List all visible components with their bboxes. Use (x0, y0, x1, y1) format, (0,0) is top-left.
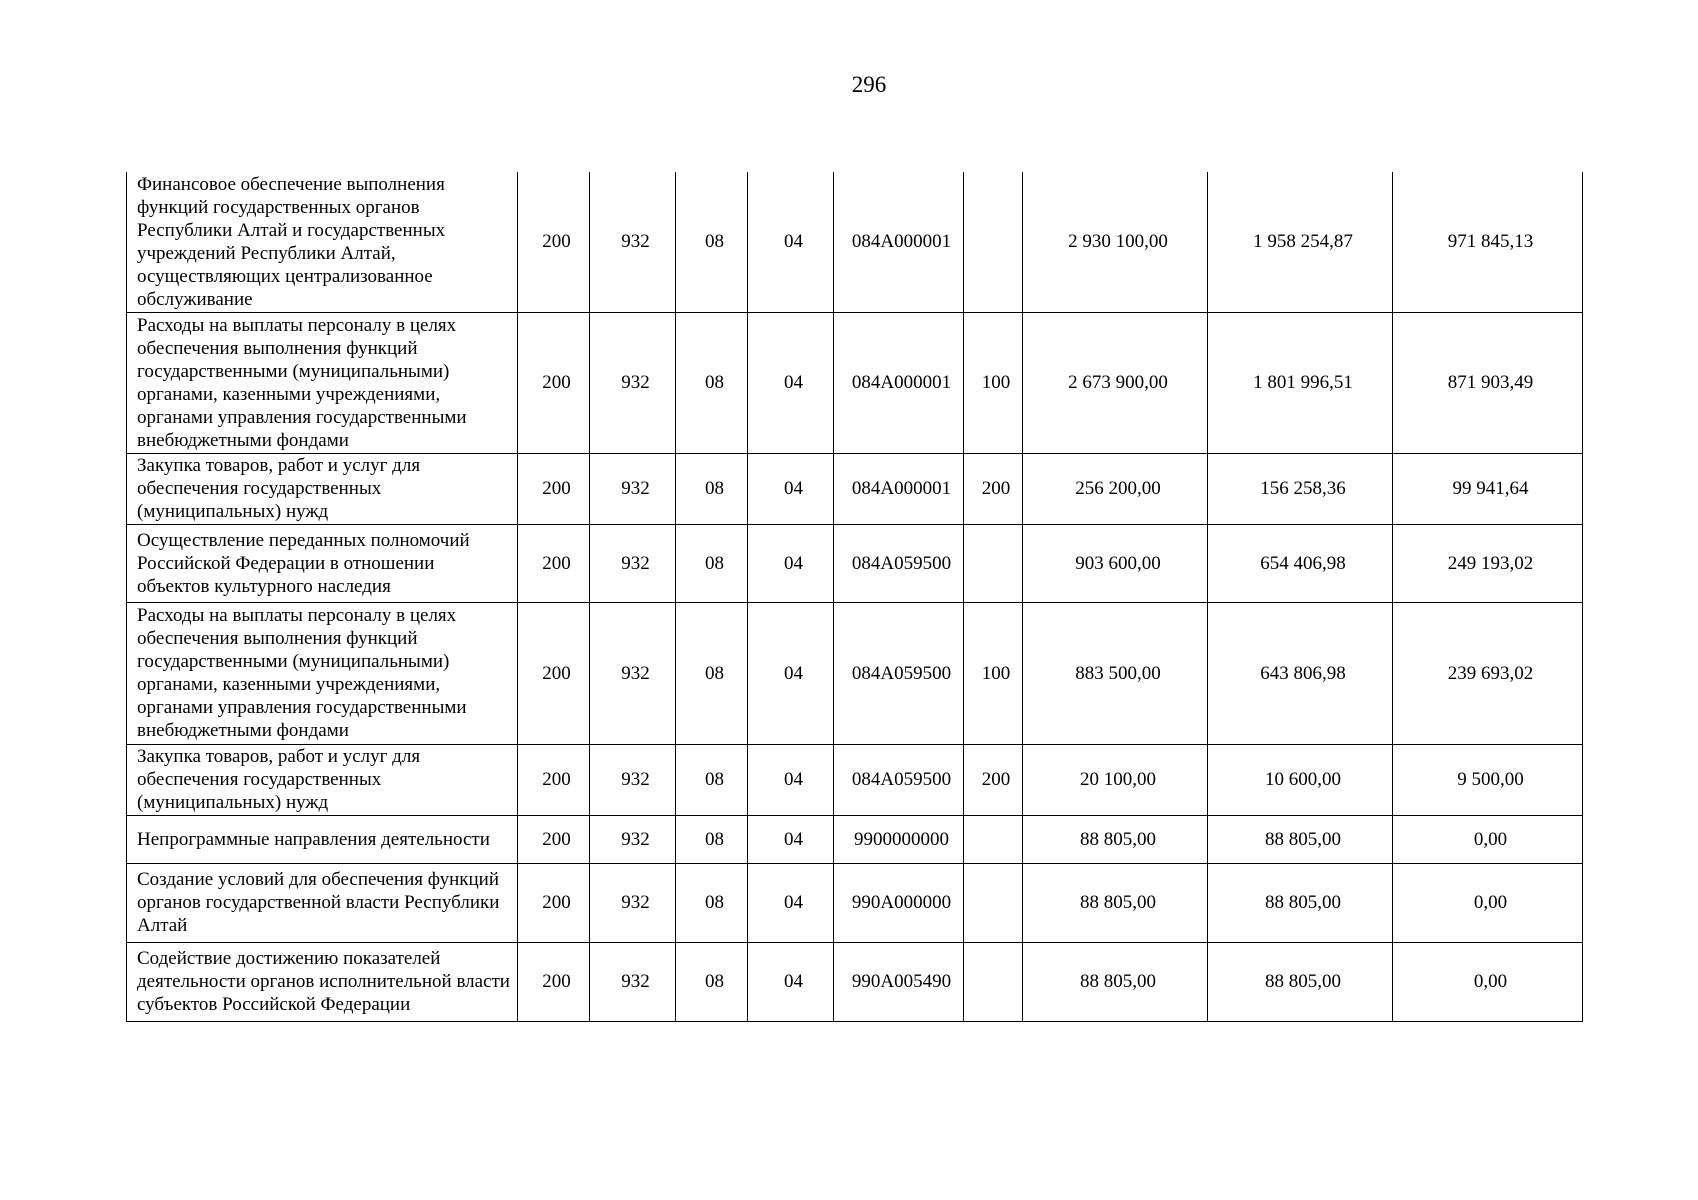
row-name-cell: Закупка товаров, работ и услуг для обеспечения государственных (муниципальных) нужд (127, 453, 518, 524)
row-grbs-code-cell: 932 (590, 524, 676, 602)
row-subsection-code-cell: 04 (748, 312, 834, 453)
table-row (127, 744, 1583, 815)
row-executed-amount-cell: 88 805,00 (1208, 942, 1393, 1021)
row-section-code-cell: 08 (676, 815, 748, 863)
row-planned-amount-cell: 88 805,00 (1023, 863, 1208, 942)
row-executed-amount-cell: 1 801 996,51 (1208, 312, 1393, 453)
row-subsection-code-cell: 04 (748, 863, 834, 942)
row-executed-amount-cell: 643 806,98 (1208, 602, 1393, 744)
row-admin-code-cell: 200 (518, 602, 590, 744)
row-executed-amount-cell: 156 258,36 (1208, 453, 1393, 524)
row-section-code-cell: 08 (676, 172, 748, 312)
table-row (127, 453, 1583, 524)
row-subsection-code-cell: 04 (748, 172, 834, 312)
row-admin-code-cell: 200 (518, 815, 590, 863)
row-expense-type-cell (964, 815, 1023, 863)
row-expense-type-cell: 200 (964, 744, 1023, 815)
row-executed-amount-cell: 654 406,98 (1208, 524, 1393, 602)
row-remaining-amount-cell: 9 500,00 (1393, 744, 1583, 815)
row-planned-amount-cell: 883 500,00 (1023, 602, 1208, 744)
row-name-cell: Осуществление переданных полномочий Российской Федерации в отношении объектов культурного наследия (127, 524, 518, 602)
budget-table (126, 172, 1583, 1022)
row-target-article-cell: 990А005490 (834, 942, 964, 1021)
row-remaining-amount-cell: 99 941,64 (1393, 453, 1583, 524)
row-grbs-code-cell: 932 (590, 863, 676, 942)
row-grbs-code-cell: 932 (590, 172, 676, 312)
row-name-cell: Содействие достижению показателей деятельности органов исполнительной власти субъектов Российской Федерации (127, 942, 518, 1021)
row-section-code-cell: 08 (676, 942, 748, 1021)
row-admin-code-cell: 200 (518, 453, 590, 524)
row-expense-type-cell: 100 (964, 312, 1023, 453)
row-expense-type-cell (964, 942, 1023, 1021)
row-grbs-code-cell: 932 (590, 744, 676, 815)
row-executed-amount-cell: 1 958 254,87 (1208, 172, 1393, 312)
row-subsection-code-cell: 04 (748, 942, 834, 1021)
page-number: 296 (851, 72, 887, 97)
row-expense-type-cell (964, 524, 1023, 602)
table-row (127, 312, 1583, 453)
row-grbs-code-cell: 932 (590, 602, 676, 744)
row-name-cell: Финансовое обеспечение выполнения функций государственных органов Республики Алтай и государственных учреждений Республики Алтай, осуществляющих централизованное обслуживание (127, 172, 518, 312)
row-subsection-code-cell: 04 (748, 453, 834, 524)
table-row (127, 942, 1583, 1021)
row-executed-amount-cell: 88 805,00 (1208, 863, 1393, 942)
row-planned-amount-cell: 903 600,00 (1023, 524, 1208, 602)
row-grbs-code-cell: 932 (590, 453, 676, 524)
table-row (127, 602, 1583, 744)
row-section-code-cell: 08 (676, 602, 748, 744)
row-target-article-cell: 9900000000 (834, 815, 964, 863)
table-row (127, 524, 1583, 602)
row-grbs-code-cell: 932 (590, 815, 676, 863)
row-admin-code-cell: 200 (518, 942, 590, 1021)
row-expense-type-cell (964, 863, 1023, 942)
row-target-article-cell: 084А059500 (834, 744, 964, 815)
row-executed-amount-cell: 10 600,00 (1208, 744, 1393, 815)
row-section-code-cell: 08 (676, 453, 748, 524)
row-target-article-cell: 084А059500 (834, 602, 964, 744)
row-remaining-amount-cell: 971 845,13 (1393, 172, 1583, 312)
row-subsection-code-cell: 04 (748, 815, 834, 863)
row-subsection-code-cell: 04 (748, 602, 834, 744)
row-planned-amount-cell: 2 930 100,00 (1023, 172, 1208, 312)
row-section-code-cell: 08 (676, 312, 748, 453)
row-section-code-cell: 08 (676, 863, 748, 942)
row-subsection-code-cell: 04 (748, 524, 834, 602)
row-planned-amount-cell: 256 200,00 (1023, 453, 1208, 524)
row-section-code-cell: 08 (676, 524, 748, 602)
row-expense-type-cell: 200 (964, 453, 1023, 524)
row-grbs-code-cell: 932 (590, 312, 676, 453)
row-remaining-amount-cell: 239 693,02 (1393, 602, 1583, 744)
row-executed-amount-cell: 88 805,00 (1208, 815, 1393, 863)
row-target-article-cell: 084А000001 (834, 172, 964, 312)
row-name-cell: Закупка товаров, работ и услуг для обеспечения государственных (муниципальных) нужд (127, 744, 518, 815)
row-admin-code-cell: 200 (518, 312, 590, 453)
row-name-cell: Создание условий для обеспечения функций органов государственной власти Республики Алтай (127, 863, 518, 942)
table-body (127, 172, 1583, 1021)
row-expense-type-cell (964, 172, 1023, 312)
table-row (127, 172, 1583, 312)
table-row (127, 863, 1583, 942)
row-planned-amount-cell: 88 805,00 (1023, 942, 1208, 1021)
row-admin-code-cell: 200 (518, 524, 590, 602)
row-name-cell: Расходы на выплаты персоналу в целях обеспечения выполнения функций государственными (муниципальными) органами, казенными учреждениями, органами управления государственными внебюджетными фондами (127, 602, 518, 744)
row-planned-amount-cell: 2 673 900,00 (1023, 312, 1208, 453)
row-remaining-amount-cell: 0,00 (1393, 942, 1583, 1021)
row-expense-type-cell: 100 (964, 602, 1023, 744)
row-target-article-cell: 084А059500 (834, 524, 964, 602)
row-remaining-amount-cell: 0,00 (1393, 863, 1583, 942)
row-remaining-amount-cell: 0,00 (1393, 815, 1583, 863)
row-admin-code-cell: 200 (518, 744, 590, 815)
row-planned-amount-cell: 20 100,00 (1023, 744, 1208, 815)
row-admin-code-cell: 200 (518, 172, 590, 312)
table-row (127, 815, 1583, 863)
row-target-article-cell: 084А000001 (834, 453, 964, 524)
row-subsection-code-cell: 04 (748, 744, 834, 815)
row-grbs-code-cell: 932 (590, 942, 676, 1021)
row-remaining-amount-cell: 249 193,02 (1393, 524, 1583, 602)
row-section-code-cell: 08 (676, 744, 748, 815)
row-target-article-cell: 990А000000 (834, 863, 964, 942)
row-name-cell: Расходы на выплаты персоналу в целях обеспечения выполнения функций государственными (муниципальными) органами, казенными учреждениями, органами управления государственными внебюджетными фондами (127, 312, 518, 453)
row-name-cell: Непрограммные направления деятельности (127, 815, 518, 863)
row-admin-code-cell: 200 (518, 863, 590, 942)
row-remaining-amount-cell: 871 903,49 (1393, 312, 1583, 453)
row-target-article-cell: 084А000001 (834, 312, 964, 453)
row-planned-amount-cell: 88 805,00 (1023, 815, 1208, 863)
